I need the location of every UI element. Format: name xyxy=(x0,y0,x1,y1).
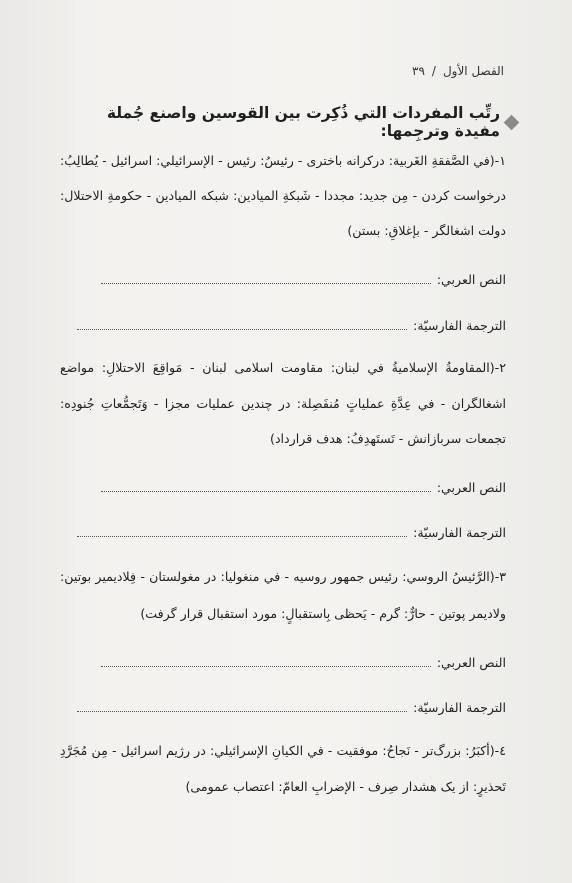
item-3-line-1: ٣-(الرَّئيسُ الروسي: رئيس جمهور روسيه - في منغوليا: در مغولستان - فِلاديمير بوتين: xyxy=(60,569,506,584)
exercise-instruction xyxy=(60,104,519,140)
item-1-line-3: دولت اشغالگر - بإغلاقِ: بستن) xyxy=(347,223,506,238)
answer-blank[interactable] xyxy=(101,666,431,667)
answer-blank[interactable] xyxy=(101,491,431,492)
item-3-line-2: ولاديمر پوتين - حارٌّ: گرم - يَحظى بِاستقبالٍ: مورد استقبال قرار گرفت) xyxy=(140,606,506,621)
item-2-line-3: تجمعات سربازانش - تَستَهدِفُ: هدف قرارداد) xyxy=(270,431,506,446)
item-3-persian-answer[interactable] xyxy=(60,700,506,715)
arabic-text-label: النص العربي: xyxy=(436,655,506,670)
answer-blank[interactable] xyxy=(77,536,407,537)
item-4-line-2: تَحذيرٍ: از يک هشدار صِرف - الإضرابِ العامّ: اعتصاب عمومی) xyxy=(185,779,506,794)
arabic-text-label: النص العربي: xyxy=(436,272,506,287)
item-4-line-1: ٤-(أكبَرُ: بزرگ‌تر - نَجاحُ: موفقيت - في الكيانِ الإسرائيلي: در رژيم اسرائيل - مِن مُجَرَّدِ xyxy=(60,743,506,758)
page-number: ٣٩ xyxy=(412,64,425,78)
persian-translation-label: الترجمة الفارسيّة: xyxy=(413,318,506,333)
answer-blank[interactable] xyxy=(101,283,431,284)
item-3-arabic-answer[interactable] xyxy=(60,655,506,670)
item-1-persian-answer[interactable] xyxy=(60,318,506,333)
arabic-text-label: النص العربي: xyxy=(436,480,506,495)
header-separator: / xyxy=(431,64,436,78)
item-1-line-1: ١-(في الصَّفقةِ الغَربية: درکرانه باختری - رئيسُ: رئيس - الإسرائيلي: اسرائيل - يُطالِبُ: xyxy=(60,153,506,168)
item-2-line-2: اشغالگران - في عِدَّةِ عملياتٍ مُنفَصِلة: در چندين عمليات مجزا - وَتَجمُّعاتِ جُنودِه: xyxy=(60,396,506,411)
answer-blank[interactable] xyxy=(77,329,407,330)
persian-translation-label: الترجمة الفارسيّة: xyxy=(413,525,506,540)
item-1-line-2: درخواست کردن - مِن جديد: مجددا - شَبكةِ الميادين: شبکه الميادين - حكومةِ الاحتلال: xyxy=(60,188,506,203)
item-1-arabic-answer[interactable] xyxy=(60,272,506,287)
diamond-bullet-icon xyxy=(504,114,520,130)
item-2-line-1: ٢-(المقاومةُ الإسلاميةُ في لبنان: مقاومت اسلامی لبنان - مَواقِعَ الاحتلالِ: مواضع xyxy=(60,360,506,375)
running-header xyxy=(60,64,504,78)
item-2-arabic-answer[interactable] xyxy=(60,480,506,495)
chapter-title: الفصل الأول xyxy=(442,64,504,78)
item-2-persian-answer[interactable] xyxy=(60,525,506,540)
answer-blank[interactable] xyxy=(77,711,407,712)
instruction-text: رتِّب المفردات التي ذُكِرت بين القوسين واصنع جُملة مفيدة وترجِمها: xyxy=(106,104,500,140)
persian-translation-label: الترجمة الفارسيّة: xyxy=(413,700,506,715)
